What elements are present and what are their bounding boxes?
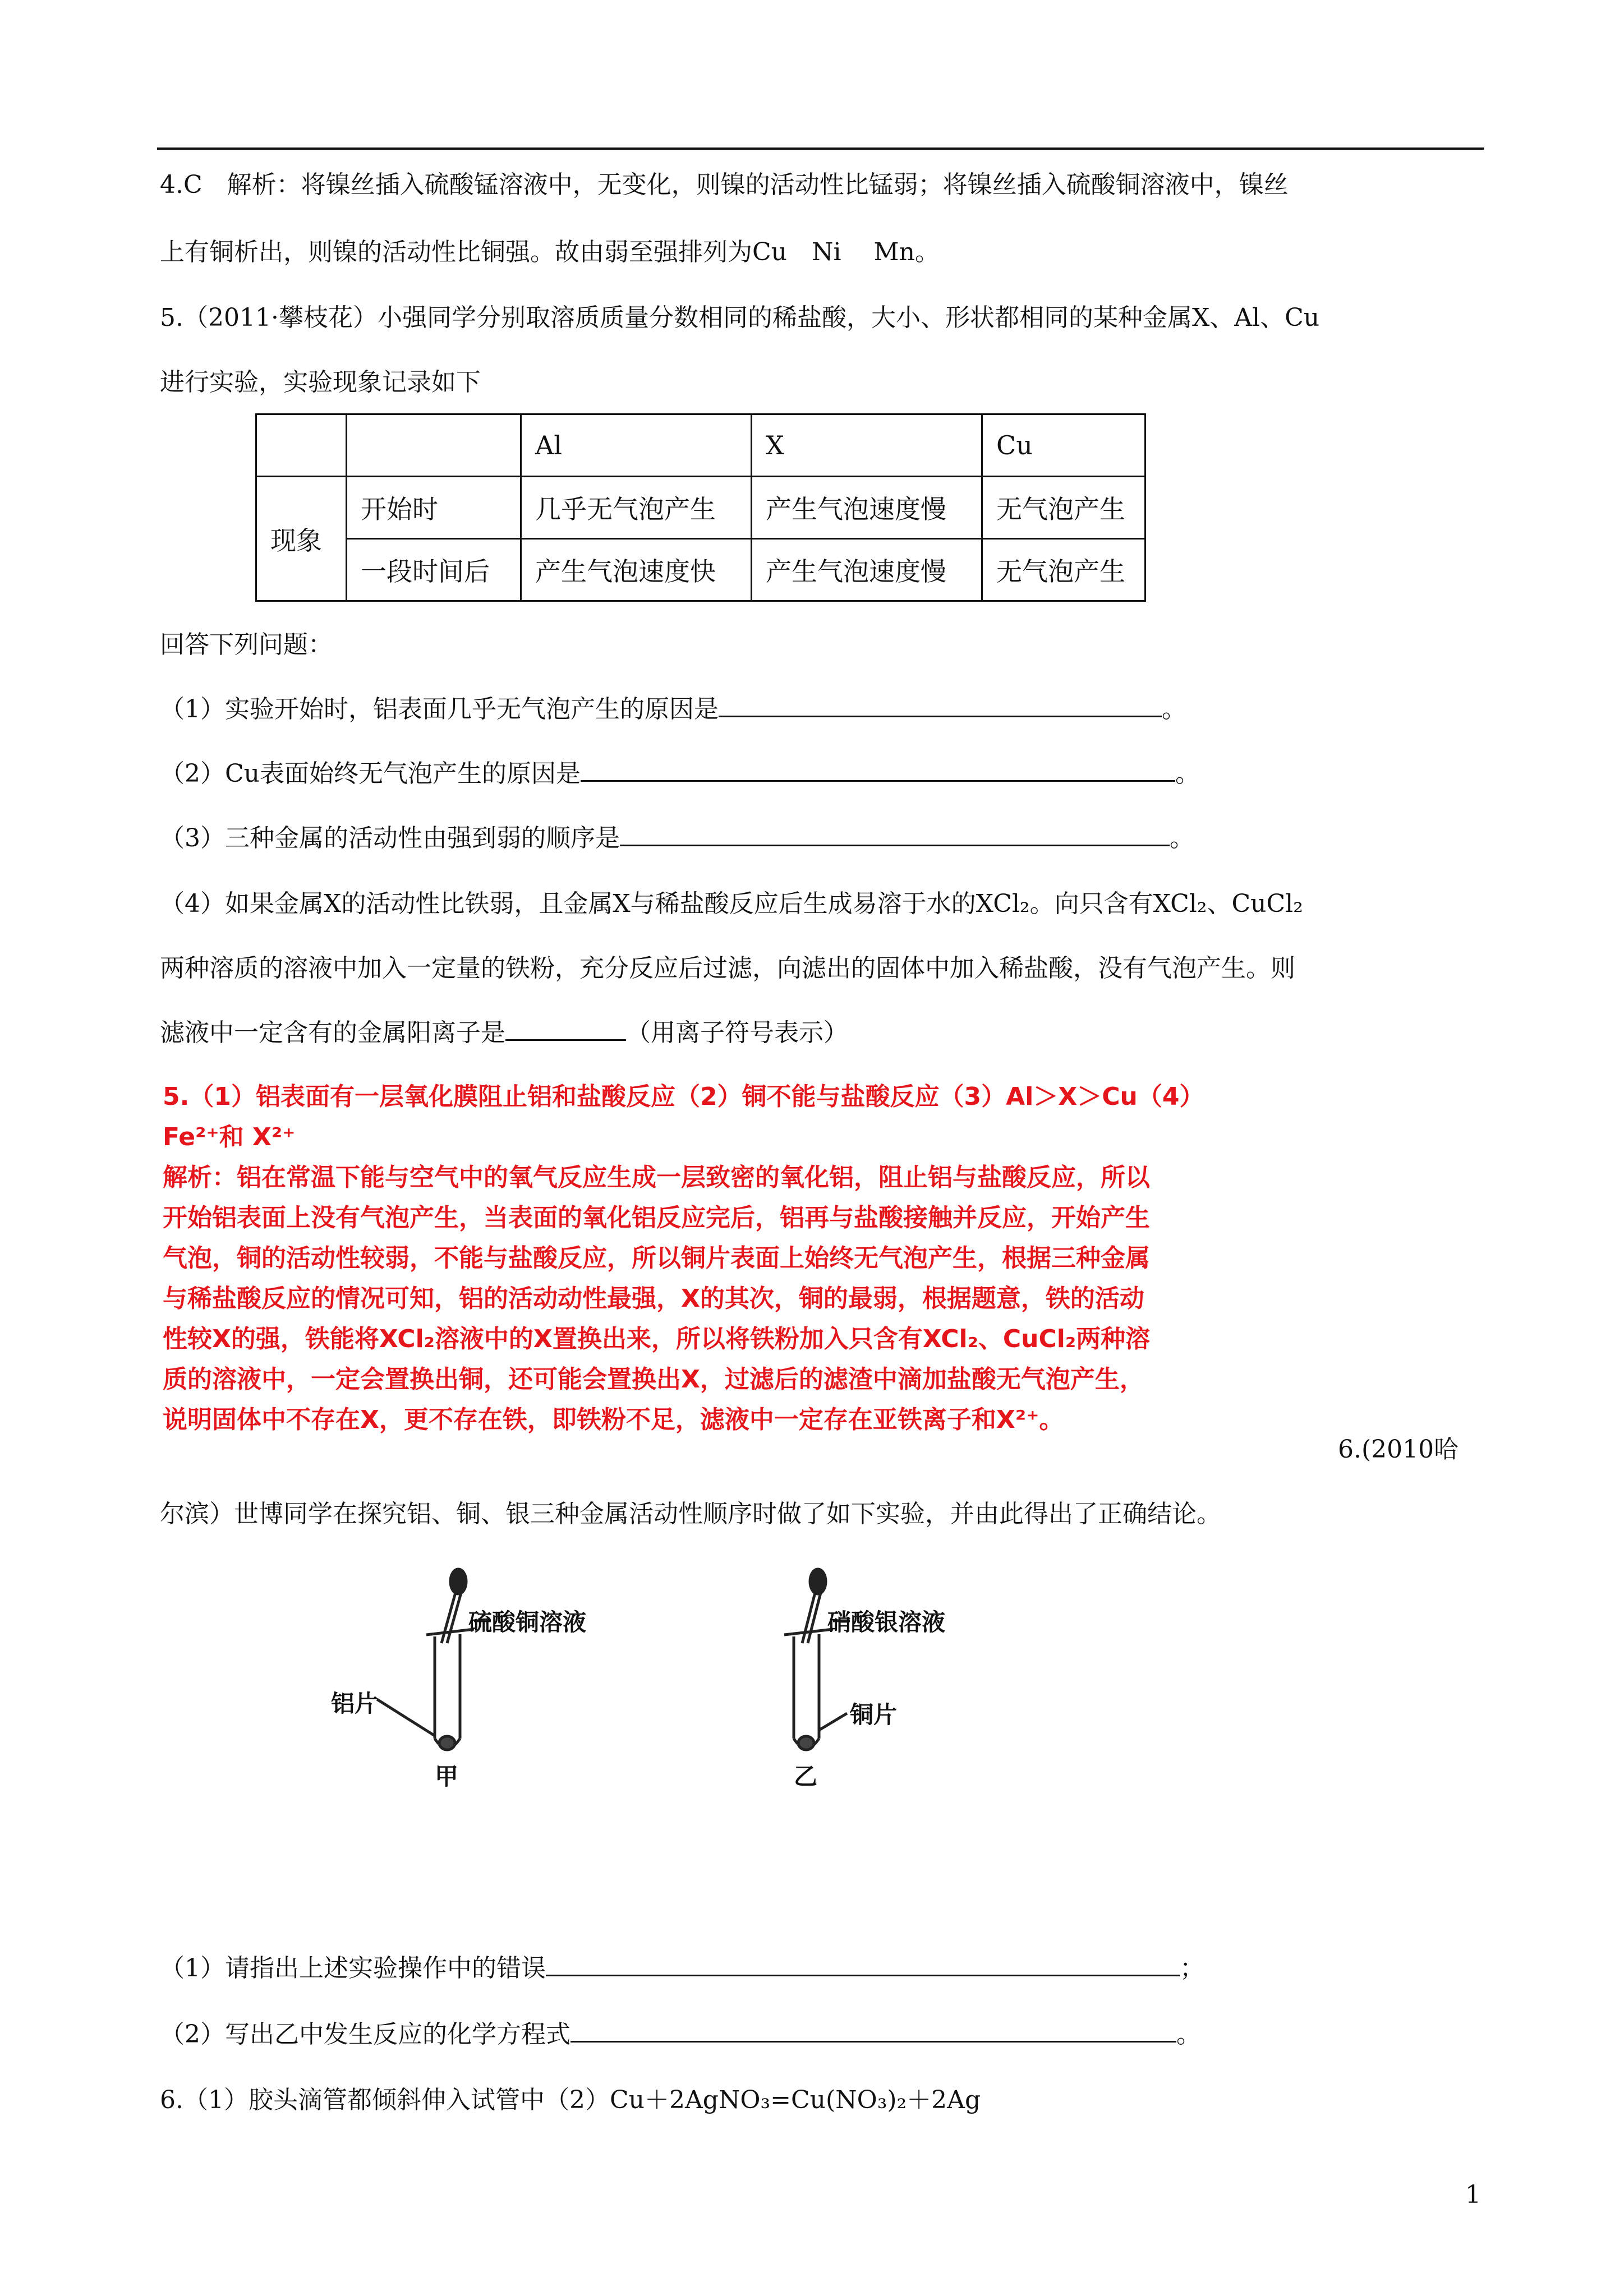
q5-sub-2-text: （2）Cu表面始终无气泡产生的原因是 (160, 759, 581, 788)
q4-line-1: 4.C 解析：将镍丝插入硫酸锰溶液中，无变化，则镍的活动性比锰弱；将镍丝插入硫酸铜溶液中，镍丝 (160, 170, 1289, 199)
q6-sub-1-end: ； (1180, 1954, 1204, 1983)
table-header-row (256, 414, 1145, 477)
table-cell-time: 一段时间后 (347, 539, 521, 601)
table-cell: 产生气泡速度慢 (752, 539, 982, 601)
q5-sub-4-text: 滤液中一定含有的金属阳离子是 (160, 1018, 505, 1047)
answer-prompt: 回答下列问题： (160, 630, 333, 659)
q5-sub-4-line-3 (160, 1016, 848, 1050)
header-rule (157, 147, 1484, 150)
q5-sub-3-end: 。 (1170, 824, 1194, 852)
solution-line: 质的溶液中，一定会置换出铜，还可能会置换出X，过滤后的滤渣中滴加盐酸无气泡产生， (163, 1365, 1144, 1394)
table-cell: 无气泡产生 (982, 539, 1145, 601)
q6-sub-2-end: 。 (1176, 2020, 1201, 2049)
q5-sub-4-line-2: 两种溶质的溶液中加入一定量的铁粉，充分反应后过滤，向滤出的固体中加入稀盐酸，没有气泡产生。则 (160, 954, 1295, 983)
q5-sub-1-end: 。 (1162, 695, 1186, 723)
q5-sub-1-text: （1）实验开始时，铝表面几乎无气泡产生的原因是 (160, 695, 719, 723)
q6-answer: 6.（1）胶头滴管都倾斜伸入试管中（2）Cu＋2AgNO₃=Cu(NO₃)₂＋2Ag (160, 2086, 981, 2114)
q6-sub-2-text: （2）写出乙中发生反应的化学方程式 (160, 2020, 571, 2049)
left-reagent-label: 硫酸铜溶液 (468, 1608, 587, 1636)
page-number: 1 (1465, 2180, 1481, 2209)
table-cell (347, 414, 521, 477)
solution-line: 解析：铝在常温下能与空气中的氧气反应生成一层致密的氧化铝，阻止铝与盐酸反应，所以 (163, 1163, 1150, 1192)
observation-table (255, 413, 1146, 602)
answer-blank-4[interactable] (505, 1018, 626, 1041)
q5-sub-3 (160, 822, 1194, 855)
q6-sub-1 (160, 1952, 1204, 1985)
table-header-al: Al (521, 414, 752, 477)
q5-sub-4-hint: （用离子符号表示） (626, 1018, 848, 1047)
q5-sub-2-end: 。 (1175, 759, 1200, 788)
solution-line: 开始铝表面上没有气泡产生，当表面的氧化铝反应完后，铝再与盐酸接触并反应，开始产生 (163, 1204, 1150, 1232)
q6-start: 6.(2010哈 (1338, 1435, 1459, 1464)
experiment-figure (314, 1565, 1268, 1800)
q4-line-2: 上有铜析出，则镍的活动性比铜强。故由弱至强排列为Cu Ni Mn。 (160, 238, 940, 266)
answer-blank-6[interactable] (571, 2020, 1176, 2043)
table-header-x: X (752, 414, 982, 477)
q5-sub-4-line-1: （4）如果金属X的活动性比铁弱，且金属X与稀盐酸反应后生成易溶于水的XCl₂。向只含有XCl₂、CuCl₂ (160, 889, 1303, 918)
q6-sub-1-text: （1）请指出上述实验操作中的错误 (160, 1954, 546, 1983)
right-metal-label: 铜片 (850, 1701, 898, 1728)
solution-line: 气泡，铜的活动性较弱，不能与盐酸反应，所以铜片表面上始终无气泡产生，根据三种金属 (163, 1244, 1150, 1273)
table-cell: 产生气泡速度快 (521, 539, 752, 601)
table-cell: 几乎无气泡产生 (521, 477, 752, 539)
table-cell-time: 开始时 (347, 477, 521, 539)
solution-line: Fe²⁺和 X²⁺ (163, 1123, 296, 1151)
q5-line-1: 5.（2011·攀枝花）小强同学分别取溶质质量分数相同的稀盐酸，大小、形状都相同的某种金属X、Al、Cu (160, 303, 1320, 332)
q6-sub-2 (160, 2018, 1201, 2051)
table-row (256, 539, 1145, 601)
q5-sub-3-text: （3）三种金属的活动性由强到弱的顺序是 (160, 824, 620, 852)
left-caption: 甲 (435, 1763, 459, 1790)
q5-solution (163, 1077, 1352, 1440)
answer-blank-2[interactable] (581, 759, 1175, 782)
solution-line: 性较X的强，铁能将XCl₂溶液中的X置换出来，所以将铁粉加入只含有XCl₂、CuCl₂两种溶 (163, 1325, 1151, 1353)
table-row-label: 现象 (256, 477, 347, 601)
answer-blank-3[interactable] (620, 823, 1170, 846)
solution-line: 与稀盐酸反应的情况可知，铝的活动动性最强，X的其次，铜的最弱，根据题意，铁的活动 (163, 1284, 1144, 1313)
q6-line-2: 尔滨）世博同学在探究铝、铜、银三种金属活动性顺序时做了如下实验，并由此得出了正确结论。 (160, 1500, 1221, 1528)
table-row (256, 477, 1145, 539)
q5-sub-2 (160, 757, 1200, 791)
table-header-cu: Cu (982, 414, 1145, 477)
right-caption: 乙 (794, 1763, 818, 1790)
answer-blank-1[interactable] (719, 694, 1162, 717)
right-reagent-label: 硝酸银溶液 (827, 1608, 946, 1636)
q5-sub-1 (160, 693, 1186, 726)
table-cell (256, 414, 347, 477)
solution-line: 说明固体中不存在X，更不存在铁，即铁粉不足，滤液中一定存在亚铁离子和X²⁺。 (163, 1405, 1064, 1434)
left-metal-label: 铝片 (331, 1690, 379, 1717)
solution-line: 5.（1）铝表面有一层氧化膜阻止铝和盐酸反应（2）铜不能与盐酸反应（3）Al＞X＞Cu（4） (163, 1082, 1204, 1111)
table-cell: 无气泡产生 (982, 477, 1145, 539)
table-cell: 产生气泡速度慢 (752, 477, 982, 539)
q5-line-2: 进行实验，实验现象记录如下 (160, 368, 481, 397)
answer-blank-5[interactable] (546, 1953, 1180, 1976)
